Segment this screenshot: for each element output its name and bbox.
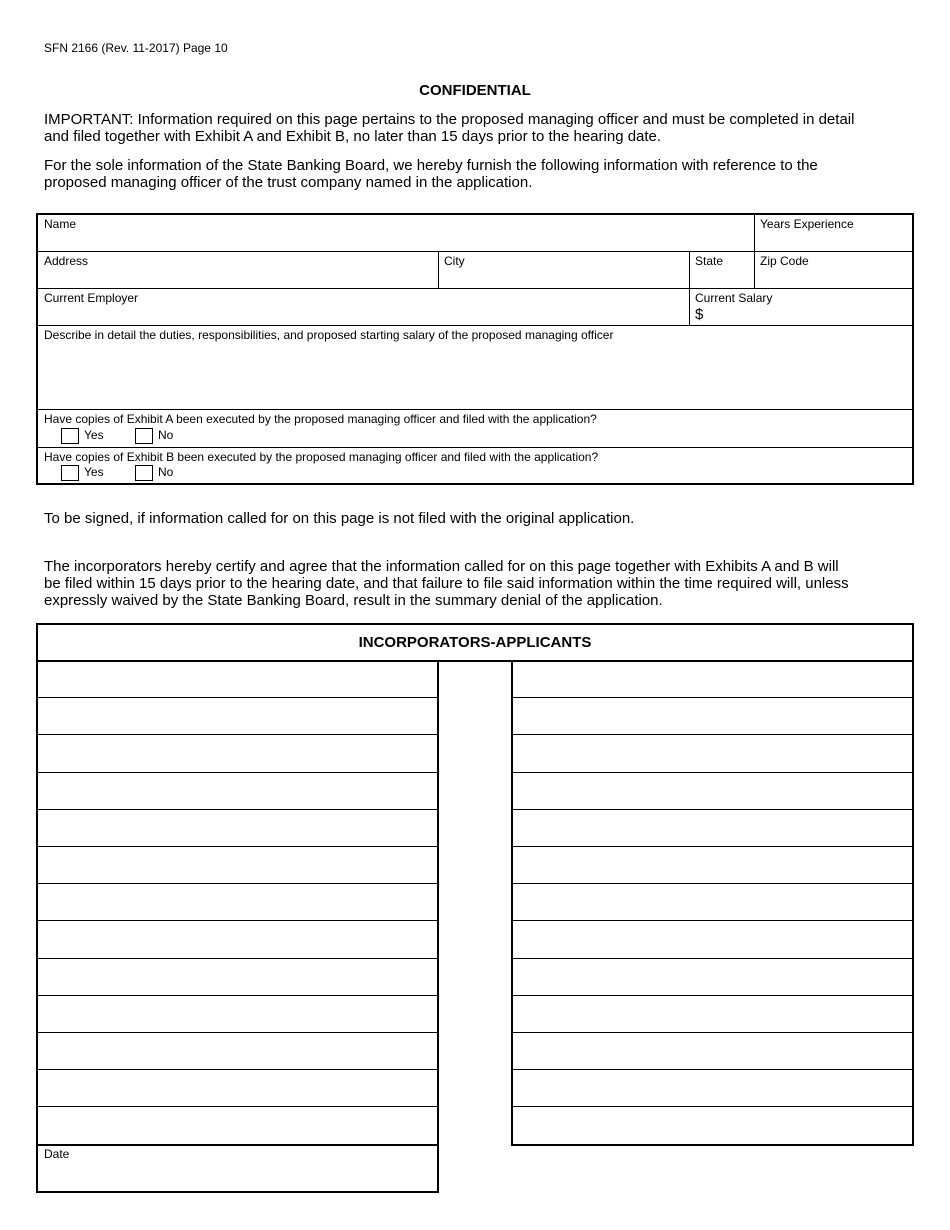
signature-line-right[interactable]	[513, 996, 912, 1033]
signing-note: To be signed, if information called for on this page is not filed with the original application.	[44, 510, 635, 527]
exhibit-a-no-checkbox[interactable]	[135, 428, 153, 444]
certification-text: The incorporators hereby certify and agree that the information called for on this page together with Exhibits A and B will be filed within 15 days prior to the hearing date, and that failure to file said information within the time required will, unless expressly waived by the State Banking Board, result in the summary denial of the application.	[44, 558, 849, 609]
signature-line-right[interactable]	[513, 735, 912, 772]
current-salary-field[interactable]	[689, 289, 914, 325]
form-id: SFN 2166 (Rev. 11-2017) Page 10	[44, 41, 228, 55]
signature-line-right[interactable]	[513, 661, 912, 698]
current-salary-label: Current Salary	[695, 291, 773, 305]
zip-code-field[interactable]	[754, 252, 914, 288]
important-notice: IMPORTANT: Information required on this page pertains to the proposed managing officer and must be completed in detail and filed together with Exhibit A and Exhibit B, no later than 15 days prior to the hearing date.	[44, 111, 855, 145]
signature-line-right[interactable]	[513, 773, 912, 810]
signature-line-left[interactable]	[38, 661, 437, 698]
city-label: City	[444, 254, 465, 268]
signature-line-right[interactable]	[513, 810, 912, 847]
date-field[interactable]	[36, 1144, 439, 1193]
signature-column-right	[511, 661, 914, 1146]
dollar-sign: $	[695, 306, 704, 323]
exhibit-b-no-checkbox[interactable]	[135, 465, 153, 481]
current-employer-label: Current Employer	[44, 291, 139, 305]
sole-info-text: For the sole information of the State Banking Board, we hereby furnish the following information with reference to the proposed managing officer of the trust company named in the application.	[44, 157, 818, 191]
signature-table-header	[36, 623, 914, 662]
signature-line-left[interactable]	[38, 698, 437, 735]
signature-line-left[interactable]	[38, 996, 437, 1033]
exhibit-a-yes-checkbox[interactable]	[61, 428, 79, 444]
name-label: Name	[44, 217, 77, 231]
signature-line-right[interactable]	[513, 1033, 912, 1070]
signature-table-title: INCORPORATORS-APPLICANTS	[358, 634, 592, 651]
signature-line-left[interactable]	[38, 810, 437, 847]
signature-line-left[interactable]	[38, 847, 437, 884]
signature-line-left[interactable]	[38, 959, 437, 996]
signature-line-left[interactable]	[38, 773, 437, 810]
address-label: Address	[44, 254, 89, 268]
signature-line-left[interactable]	[38, 921, 437, 958]
exhibit-a-row	[38, 410, 914, 447]
date-label: Date	[44, 1147, 70, 1161]
signature-line-right[interactable]	[513, 847, 912, 884]
state-label: State	[695, 254, 724, 268]
signature-line-left[interactable]	[38, 1107, 437, 1144]
current-employer-field[interactable]	[38, 289, 689, 325]
address-field[interactable]	[38, 252, 438, 288]
signature-line-left[interactable]	[38, 1070, 437, 1107]
signature-line-right[interactable]	[513, 921, 912, 958]
signature-line-right[interactable]	[513, 884, 912, 921]
page-title: CONFIDENTIAL	[419, 82, 531, 99]
duties-field[interactable]	[38, 326, 914, 409]
signature-line-right[interactable]	[513, 698, 912, 735]
signature-line-left[interactable]	[38, 884, 437, 921]
signature-line-right[interactable]	[513, 959, 912, 996]
name-field[interactable]	[38, 215, 754, 251]
zip-code-label: Zip Code	[760, 254, 809, 268]
duties-label: Describe in detail the duties, responsibilities, and proposed starting salary of the proposed managing officer	[44, 328, 614, 342]
exhibit-b-yes-checkbox[interactable]	[61, 465, 79, 481]
signature-column-left	[36, 661, 439, 1146]
exhibit-b-row	[38, 448, 914, 485]
signature-line-left[interactable]	[38, 735, 437, 772]
officer-info-table	[36, 213, 914, 485]
city-field[interactable]	[438, 252, 689, 288]
exhibit-b-yes-label: Yes	[84, 465, 104, 479]
exhibit-a-yes-label: Yes	[84, 428, 104, 442]
state-field[interactable]	[689, 252, 754, 288]
years-experience-label: Years Experience	[760, 217, 854, 231]
exhibit-b-no-label: No	[158, 465, 174, 479]
exhibit-b-question: Have copies of Exhibit B been executed by the proposed managing officer and filed with the application?	[44, 450, 599, 464]
signature-line-right[interactable]	[513, 1070, 912, 1107]
signature-line-right[interactable]	[513, 1107, 912, 1144]
years-experience-field[interactable]	[754, 215, 914, 251]
signature-line-left[interactable]	[38, 1033, 437, 1070]
exhibit-a-question: Have copies of Exhibit A been executed by the proposed managing officer and filed with the application?	[44, 412, 597, 426]
exhibit-a-no-label: No	[158, 428, 174, 442]
